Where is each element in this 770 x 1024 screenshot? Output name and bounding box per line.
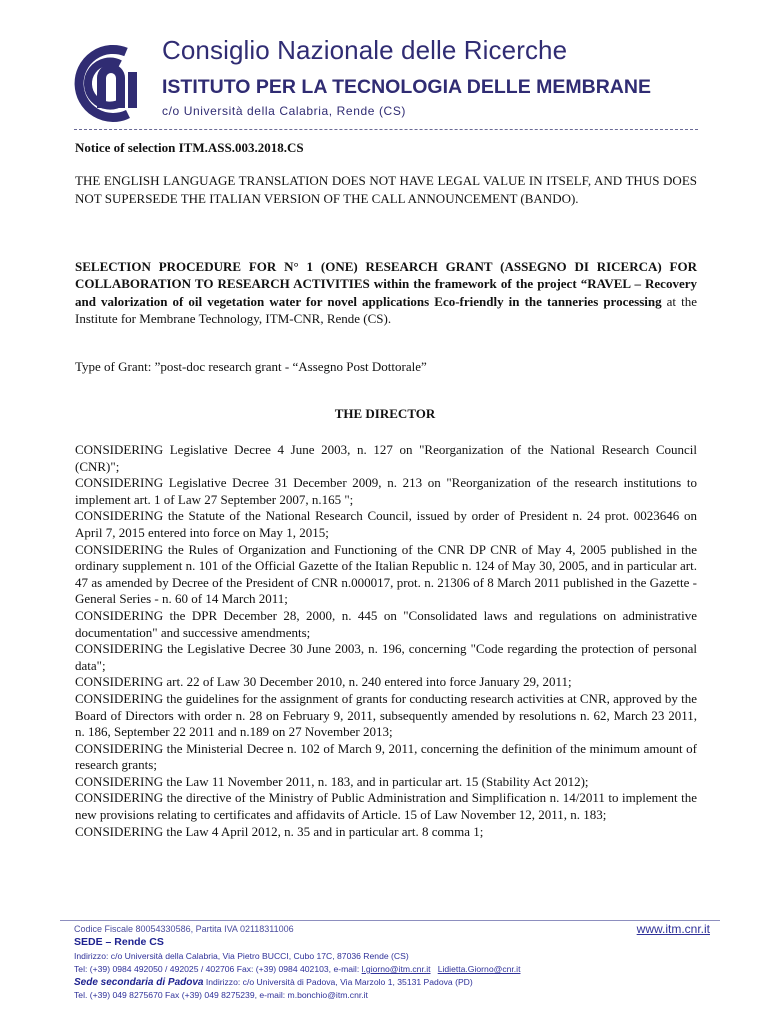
selection-procedure bbox=[75, 258, 697, 328]
notice-title: Notice of selection ITM.ASS.003.2018.CS bbox=[75, 140, 304, 155]
sede-address: Indirizzo: c/o Università della Calabria, Via Pietro BUCCI, Cubo 17C, 87036 Rende (CS) bbox=[74, 951, 409, 961]
grant-type: Type of Grant: ”post-doc research grant - “Assegno Post Dottorale” bbox=[75, 359, 427, 374]
considering-item: CONSIDERING the Law 4 April 2012, n. 35 and in particular art. 8 comma 1; bbox=[75, 823, 484, 839]
secondary-office-address: Indirizzo: c/o Università di Padova, Via Marzolo 1, 35131 Padova (PD) bbox=[203, 977, 473, 987]
considering-item: CONSIDERING the Rules of Organization and Functioning of the CNR DP CNR of May 4, 2005 published in the ordinary supplement n. 101 of the Official Gazette of the Italian Republic n. 124 of May 30, 2005, and in particular art. 47 as amended by Decree of the President of CNR n.000017, prot. n. 21306 of 8 March 2011 published in the Gazette - General Series - n. 60 of 14 March 2011; bbox=[75, 541, 697, 607]
header-divider bbox=[74, 129, 698, 130]
considering-item: CONSIDERING art. 22 of Law 30 December 2010, n. 240 entered into force January 29, 2011; bbox=[75, 674, 572, 690]
disclaimer: THE ENGLISH LANGUAGE TRANSLATION DOES NOT HAVE LEGAL VALUE IN ITSELF, AND THUS DOES NOT SUPERSEDE THE ITALIAN VERSION OF THE CALL ANNOUNCEMENT (BANDO). bbox=[75, 173, 697, 206]
considering-item: CONSIDERING the directive of the Ministry of Public Administration and Simplification n. 14/2011 to implement the new provisions relating to certificates and affidavits of Article. 15 of Law November 12, 2011, n. 183; bbox=[75, 790, 697, 823]
considering-item: CONSIDERING the Legislative Decree 30 June 2003, n. 196, concerning "Code regarding the protection of personal data"; bbox=[75, 641, 697, 673]
sede-phone: Tel: (+39) 0984 492050 / 492025 / 402706 Fax: (+39) 0984 402103, e-mail: bbox=[74, 964, 362, 974]
website-link[interactable]: www.itm.cnr.it bbox=[636, 922, 710, 936]
footer-divider bbox=[60, 920, 720, 921]
considering-item: CONSIDERING the guidelines for the assignment of grants for conducting research activities at CNR, approved by the Board of Directors with order n. 28 on February 9, 2011, subsequently amended by resolutions n. 62, March 23 2011, n. 186, September 22 2011 and n.189 on 27 November 2013; bbox=[75, 690, 697, 740]
considering-item: CONSIDERING the DPR December 28, 2000, n. 445 on "Consolidated laws and regulations on administrative documentation" and successive amendments; bbox=[75, 607, 697, 640]
sede-contacts bbox=[74, 964, 520, 974]
org-name: Consiglio Nazionale delle Ricerche bbox=[162, 35, 568, 65]
considering-item: CONSIDERING Legislative Decree 31 December 2009, n. 213 on "Reorganization of the research institutions to implement art. 1 of Law 27 September 2007, n.165 "; bbox=[75, 475, 697, 507]
considering-item: CONSIDERING Legislative Decree 4 June 2003, n. 127 on "Reorganization of the National Research Council (CNR)"; bbox=[75, 442, 697, 474]
fiscal-codes: Codice Fiscale 80054330586, Partita IVA 02118311006 bbox=[74, 924, 294, 934]
director-heading: THE DIRECTOR bbox=[334, 406, 436, 421]
selection-normal: at the Institute for Membrane Technology, ITM-CNR, Rende (CS). bbox=[75, 293, 697, 327]
considering-item: CONSIDERING the Statute of the National Research Council, issued by order of President n. 24 prot. 0023646 on April 7, 2015 entered into force on May 1, 2015; bbox=[75, 508, 697, 540]
email-link-2[interactable]: Lidietta.Giorno@cnr.it bbox=[437, 964, 521, 974]
considering-item: CONSIDERING the Ministerial Decree n. 102 of March 9, 2011, concerning the definition of the minimum amount of research grants; bbox=[75, 740, 697, 773]
institute-name: ISTITUTO PER LA TECNOLOGIA DELLE MEMBRANE bbox=[162, 76, 651, 98]
considering-item: CONSIDERING the Law 11 November 2011, n. 183, and in particular art. 15 (Stability Act 2012); bbox=[75, 773, 589, 789]
email-link-1[interactable]: l.giorno@itm.cnr.it bbox=[361, 964, 431, 974]
selection-bold: SELECTION PROCEDURE FOR N° 1 (ONE) RESEARCH GRANT (ASSEGNO DI RICERCA) FOR COLLABORATION TO RESEARCH ACTIVITIES within the framework of the project “RAVEL – Recovery and valorization of oil vegetation water for novel applications Eco-friendly in the tanneries processing bbox=[75, 259, 697, 309]
considering-list bbox=[75, 442, 697, 840]
secondary-office-label: Sede secondaria di Padova bbox=[74, 977, 204, 988]
secondary-office bbox=[74, 977, 473, 988]
padova-contacts: Tel. (+39) 049 8275670 Fax (+39) 049 8275239, e-mail: m.bonchio@itm.cnr.it bbox=[74, 990, 368, 1000]
institute-location: c/o Università della Calabria, Rende (CS) bbox=[162, 104, 407, 118]
sede-label: SEDE – Rende CS bbox=[74, 936, 164, 948]
cnr-logo-icon bbox=[66, 42, 144, 122]
